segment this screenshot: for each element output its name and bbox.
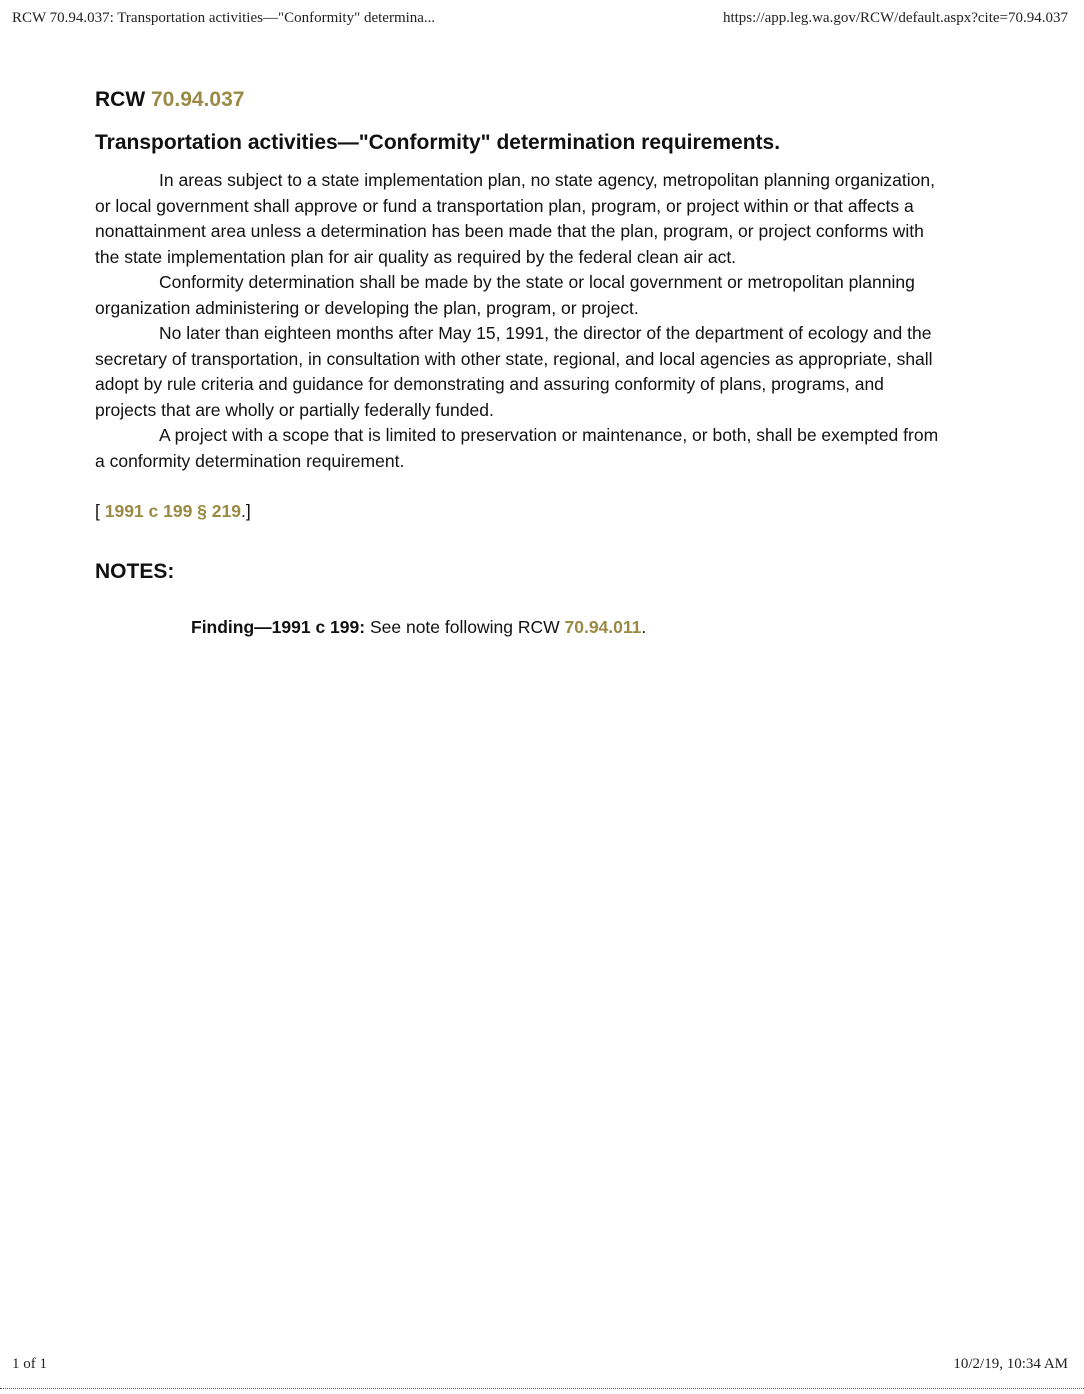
citation-close-bracket: .] — [240, 501, 251, 521]
bottom-divider — [0, 1388, 1084, 1389]
session-law-link[interactable]: 1991 c 199 § 219 — [104, 501, 241, 521]
document-content — [95, 86, 945, 640]
print-header-url: https://app.leg.wa.gov/RCW/default.aspx?cite=70.94.037 — [722, 10, 1068, 26]
note-text: See note following RCW — [365, 617, 565, 637]
note-rcw-link[interactable]: 70.94.011 — [564, 617, 642, 637]
note-label: Finding—1991 c 199: — [191, 617, 366, 637]
page-count: 1 of 1 — [12, 1356, 47, 1372]
rcw-heading — [95, 86, 945, 114]
section-body — [95, 168, 945, 474]
session-law-citation — [95, 499, 945, 524]
rcw-prefix: RCW — [95, 88, 146, 111]
note-end: . — [641, 617, 647, 637]
body-paragraph: In areas subject to a state implementation plan, no state agency, metropolitan planning organization, or local government shall approve or fund a transportation plan, program, or project within or that affects a nonattainment area unless a determination has been made that the plan, program, or project conforms with the state implementation plan for air quality as required by the federal clean air act. — [95, 170, 935, 267]
rcw-number-link[interactable]: 70.94.037 — [151, 88, 245, 111]
print-datetime: 10/2/19, 10:34 AM — [953, 1356, 1068, 1372]
print-header-title: RCW 70.94.037: Transportation activities—"Conformity" determina... — [12, 10, 436, 26]
body-paragraph: Conformity determination shall be made by the state or local government or metropolitan planning organization administering or developing the plan, program, or project. — [95, 272, 915, 318]
citation-open-bracket: [ — [95, 501, 105, 521]
body-paragraph: No later than eighteen months after May 15, 1991, the director of the department of ecology and the secretary of transportation, in consultation with other state, regional, and local agencies as appropriate, shall adopt by rule criteria and guidance for demonstrating and assuring conformity of plans, programs, and projects that are wholly or partially federally funded. — [95, 323, 933, 420]
section-title: Transportation activities—"Conformity" determination requirements. — [95, 131, 781, 154]
body-paragraph: A project with a scope that is limited to preservation or maintenance, or both, shall be exempted from a conformity determination requirement. — [95, 425, 939, 471]
notes-heading: NOTES: — [95, 560, 175, 583]
note-item — [191, 615, 945, 640]
